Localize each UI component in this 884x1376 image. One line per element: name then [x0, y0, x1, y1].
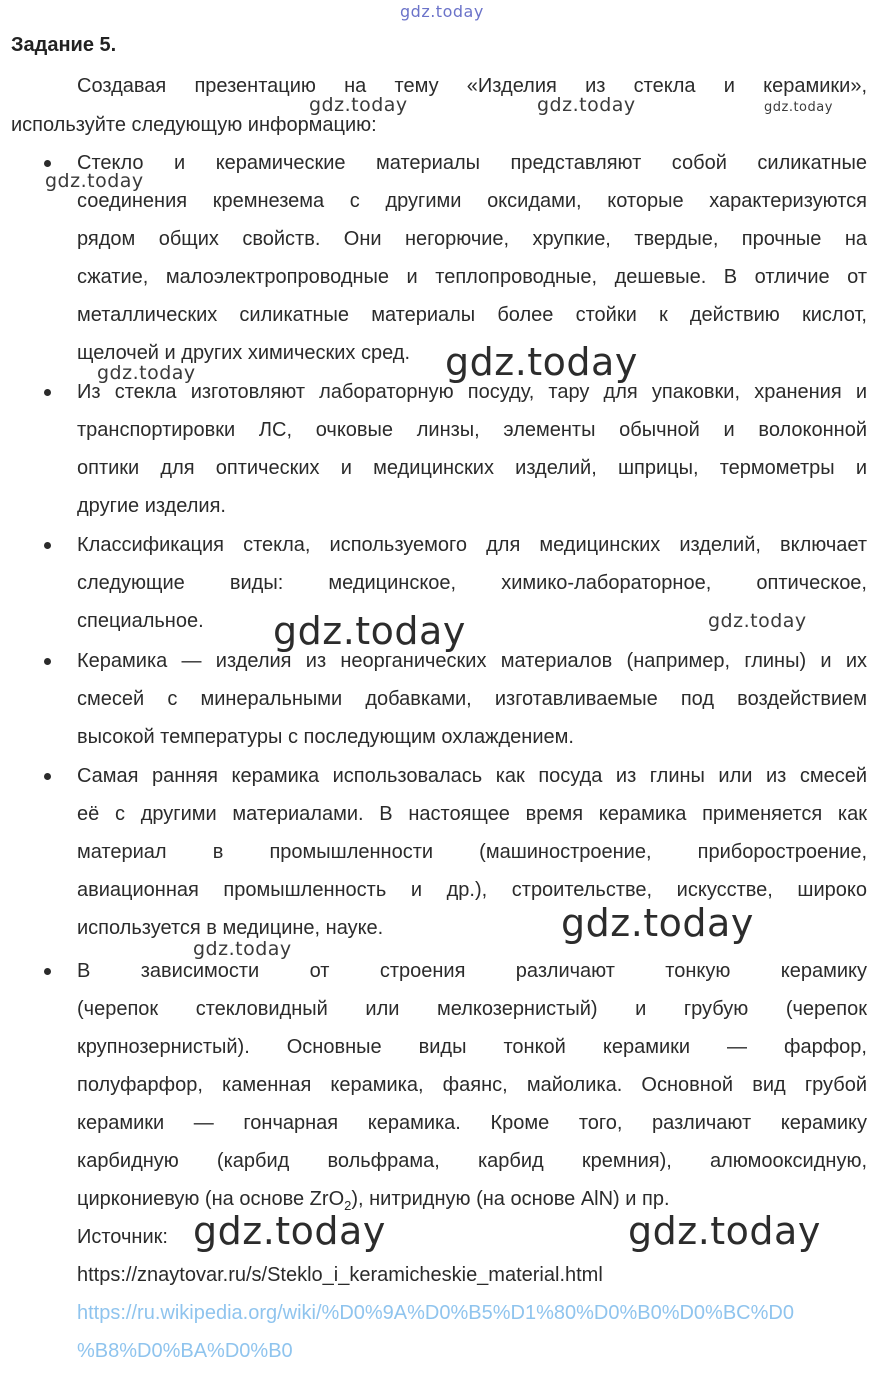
- intro-line: Создавая презентацию на тему «Изделия из стекла и керамики»,: [77, 75, 867, 97]
- watermark: gdz.today: [537, 94, 636, 116]
- bullet-text-line: специальное.: [77, 610, 204, 632]
- source-link[interactable]: https://znaytovar.ru/s/Steklo_i_keramicheskie_material.html: [77, 1264, 603, 1286]
- watermark: gdz.today: [273, 609, 466, 653]
- source-link-wikipedia[interactable]: https://ru.wikipedia.org/wiki/%D0%9A%D0%B5%D1%80%D0%B0%D0%BC%D0: [77, 1302, 794, 1324]
- bullet-text-line: керамики — гончарная керамика. Кроме того, различают керамику: [77, 1112, 867, 1134]
- bullet-text-line: оптики для оптических и медицинских изделий, шприцы, термометры и: [77, 457, 867, 479]
- intro-line: используйте следующую информацию:: [11, 114, 377, 136]
- bullet-text-line: Из стекла изготовляют лабораторную посуду, тару для упаковки, хранения и: [77, 381, 867, 403]
- watermark: gdz.today: [708, 610, 807, 632]
- bullet-text-line: авиационная промышленность и др.), строительстве, искусстве, широко: [77, 879, 867, 901]
- watermark: gdz.today: [45, 170, 144, 192]
- bullet-text-line: щелочей и других химических сред.: [77, 342, 411, 364]
- bullet-text-line: Стекло и керамические материалы представляют собой силикатные: [77, 152, 867, 174]
- bullet-marker: [44, 160, 51, 167]
- bullet-text-line: В зависимости от строения различают тонкую керамику: [77, 960, 867, 982]
- bullet-text-line: материал в промышленности (машиностроение, приборостроение,: [77, 841, 867, 863]
- watermark: gdz.today: [400, 2, 484, 21]
- watermark: gdz.today: [193, 1209, 386, 1253]
- bullet-text-line: соединения кремнезема с другими оксидами, которые характеризуются: [77, 190, 867, 212]
- bullet-marker: [44, 658, 51, 665]
- bullet-text-line: металлических силикатные материалы более стойки к действию кислот,: [77, 304, 867, 326]
- bullet-text-line: смесей с минеральными добавками, изготавливаемые под воздействием: [77, 688, 867, 710]
- bullet-text-line: её с другими материалами. В настоящее время керамика применяется как: [77, 803, 867, 825]
- bullet-text-line: Классификация стекла, используемого для медицинских изделий, включает: [77, 534, 867, 556]
- bullet-text-line: карбидную (карбид вольфрама, карбид кремния), алюмооксидную,: [77, 1150, 867, 1172]
- watermark: gdz.today: [561, 901, 754, 945]
- bullet-text-line: Самая ранняя керамика использовалась как посуда из глины или из смесей: [77, 765, 867, 787]
- bullet-text-line: (черепок стекловидный или мелкозернистый) и грубую (черепок: [77, 998, 867, 1020]
- bullet-text-line: транспортировки ЛС, очковые линзы, элементы обычной и волоконной: [77, 419, 867, 441]
- bullet-text-line: рядом общих свойств. Они негорючие, хрупкие, твердые, прочные на: [77, 228, 867, 250]
- source-link-wikipedia[interactable]: %B8%D0%BA%D0%B0: [77, 1340, 293, 1362]
- watermark: gdz.today: [193, 938, 292, 960]
- bullet-text-line: Керамика — изделия из неорганических материалов (например, глины) и их: [77, 650, 867, 672]
- bullet-text-line: полуфарфор, каменная керамика, фаянс, майолика. Основной вид грубой: [77, 1074, 867, 1096]
- bullet-text-line: [77, 1187, 670, 1218]
- bullet-text-line: крупнозернистый). Основные виды тонкой керамики — фарфор,: [77, 1036, 867, 1058]
- formula-text: циркониевую (на основе ZrO: [77, 1188, 345, 1210]
- watermark: gdz.today: [628, 1209, 821, 1253]
- bullet-marker: [44, 389, 51, 396]
- bullet-text-line: сжатие, малоэлектропроводные и теплопроводные, дешевые. В отличие от: [77, 266, 867, 288]
- formula-text: ), нитридную (на основе AlN) и пр.: [351, 1188, 670, 1210]
- bullet-marker: [44, 773, 51, 780]
- bullet-text-line: следующие виды: медицинское, химико-лабораторное, оптическое,: [77, 572, 867, 594]
- bullet-marker: [44, 968, 51, 975]
- watermark: gdz.today: [309, 94, 408, 116]
- formula-subscript: 2: [344, 1198, 352, 1213]
- watermark: gdz.today: [445, 340, 638, 384]
- watermark: gdz.today: [764, 100, 833, 115]
- bullet-text-line: высокой температуры с последующим охлаждением.: [77, 726, 574, 748]
- task-title: Задание 5.: [11, 34, 117, 56]
- bullet-text-line: используется в медицине, науке.: [77, 917, 384, 939]
- bullet-marker: [44, 542, 51, 549]
- watermark: gdz.today: [97, 362, 196, 384]
- source-label: Источник:: [77, 1226, 168, 1248]
- bullet-text-line: другие изделия.: [77, 495, 226, 517]
